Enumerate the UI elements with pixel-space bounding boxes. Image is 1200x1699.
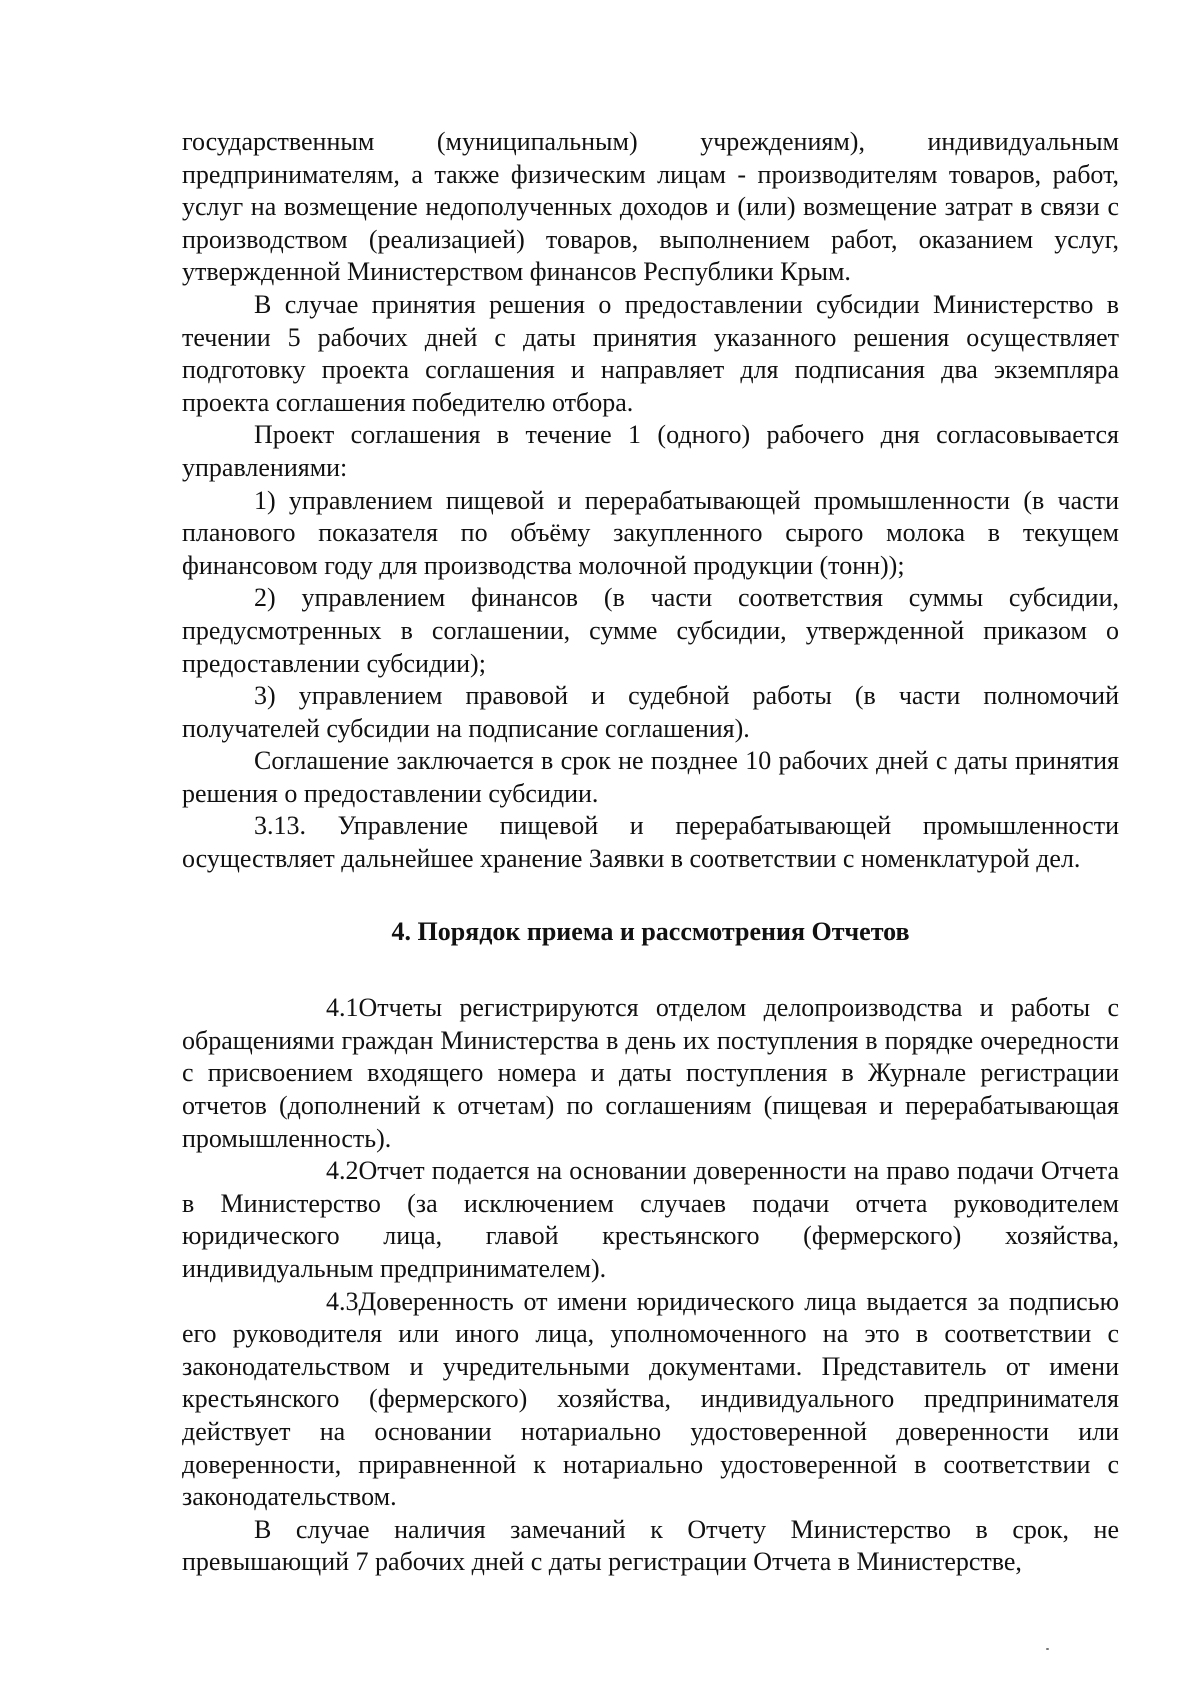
paragraph-text-4-1: Отчеты регистрируются отделом делопроизводства и работы с обращениями граждан Министерства в день их поступления в порядке очередности с присвоением входящего номера и даты поступления в Журнале регистрации отчетов (дополнений к отчетам) по соглашениям (пищевая и перерабатывающая промышленность). (182, 993, 1119, 1153)
paragraph-continuation: государственным (муниципальным) учреждениям), индивидуальным предпринимателям, а также физическим лицам - производителям товаров, работ, услуг на возмещение недополученных доходов и (или) возмещение затрат в связи с производством (реализацией) товаров, выполнением работ, оказанием услуг, утвержденной Министерством финансов Республики Крым. (182, 127, 1119, 287)
paragraph-4-2 (182, 1155, 1119, 1285)
paragraph-number-4-1: 4.1 (326, 993, 359, 1023)
list-item-2: 2) управлением финансов (в части соответствия суммы субсидии, предусмотренных в соглашении, сумме субсидии, утвержденной приказом о предоставлении субсидии); (182, 583, 1119, 678)
paragraph-subsidy-decision: В случае принятия решения о предоставлении субсидии Министерство в течении 5 рабочих дней с даты принятия указанного решения осуществляет подготовку проекта соглашения и направляет для подписания два экземпляра проекта соглашения победителю отбора. (182, 289, 1119, 417)
paragraph-number-4-3: 4.3 (326, 1286, 359, 1316)
paragraph-text-4-2: Отчет подается на основании доверенности на право подачи Отчета в Министерство (за исключением случаев подачи отчета руководителем юридического лица, главой крестьянского (фермерского) хозяйства, индивидуальным предпринимателем). (182, 1156, 1119, 1283)
paragraph-agreement-term: Соглашение заключается в срок не позднее 10 рабочих дней с даты принятия решения о предоставлении субсидии. (182, 746, 1119, 808)
paragraph-number-4-2: 4.2 (326, 1156, 359, 1186)
paragraph-remarks: В случае наличия замечаний к Отчету Министерство в срок, не превышающий 7 рабочих дней с даты регистрации Отчета в Министерстве, (182, 1514, 1119, 1577)
scan-speck (1046, 1648, 1049, 1650)
document-body (182, 126, 1119, 1579)
paragraph-text-4-3: Доверенность от имени юридического лица выдается за подписью его руководителя или иного лица, уполномоченного на это в соответствии с законодательством и учредительными документами. Представитель от имени крестьянского (фермерского) хозяйства, индивидуального предпринимателя действует на основании нотариально удостоверенной доверенности или доверенности, приравненной к нотариально удостоверенной в соответствии с законодательством. (182, 1286, 1119, 1512)
paragraph-3-13: 3.13. Управление пищевой и перерабатывающей промышленности осуществляет дальнейшее хранение Заявки в соответствии с номенклатурой дел. (182, 811, 1119, 874)
paragraph-4-1 (182, 992, 1119, 1155)
section-heading: 4. Порядок приема и рассмотрения Отчетов (391, 916, 910, 946)
paragraph-agreement-approval: Проект соглашения в течение 1 (одного) рабочего дня согласовывается управлениями: (182, 420, 1119, 482)
paragraph-4-3 (182, 1286, 1119, 1514)
list-item-3: 3) управлением правовой и судебной работы (в части полномочий получателей субсидии на подписание соглашения). (182, 681, 1119, 743)
list-item-1: 1) управлением пищевой и перерабатывающей промышленности (в части планового показателя по объёму закупленного сырого молока в текущем финансовом году для производства молочной продукции (тонн)); (182, 485, 1119, 580)
